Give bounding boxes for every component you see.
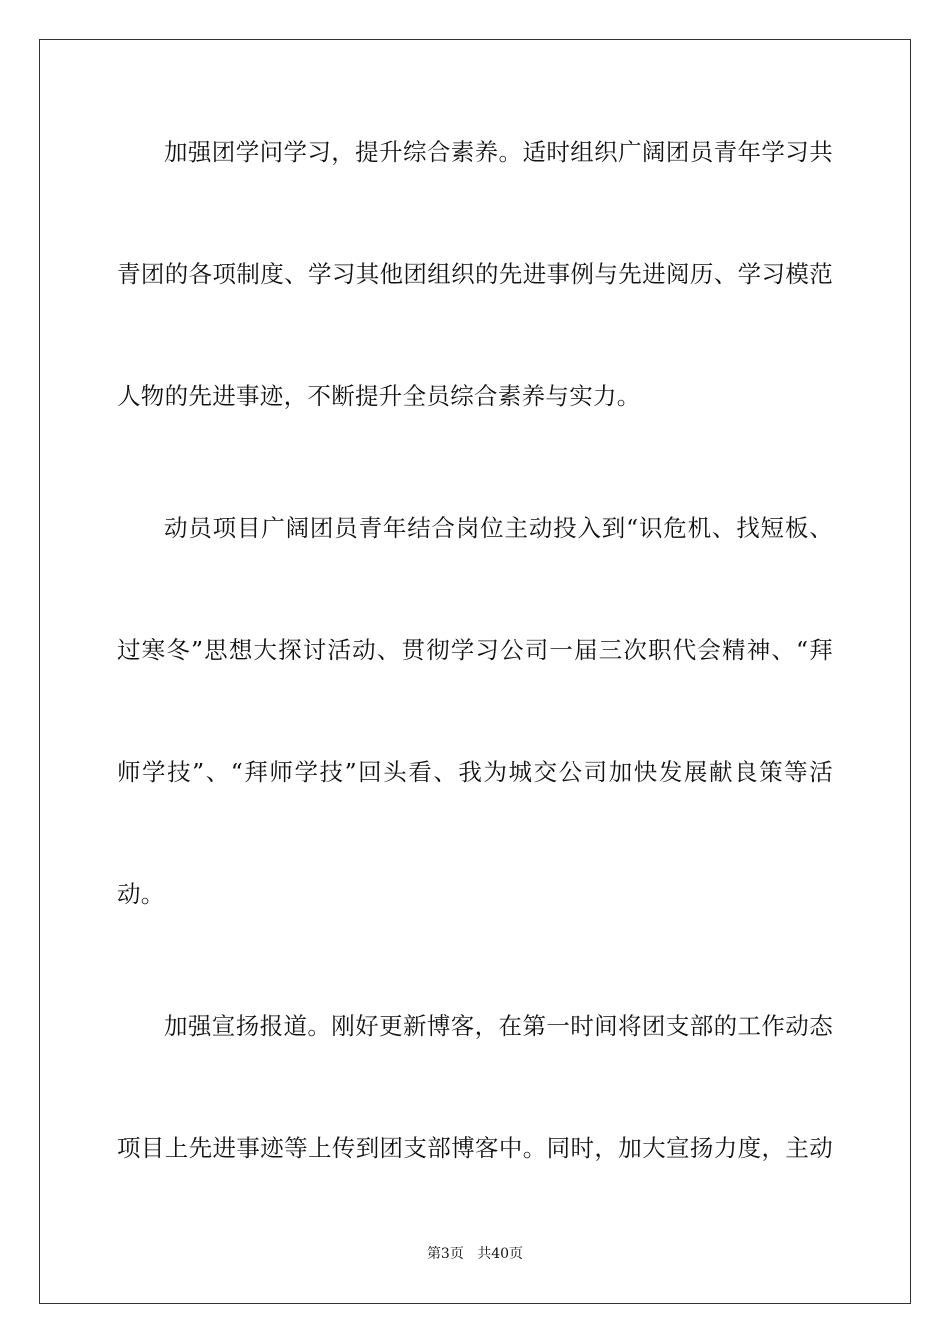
- text-line: 加强团学问学习，提升综合素养。适时组织广阔团员青年学习共: [164, 138, 833, 166]
- page-total: 共40页: [477, 1246, 524, 1262]
- text-line: 过寒冬”思想大探讨活动、贯彻学习公司一届三次职代会精神、“拜: [117, 636, 833, 664]
- text-line: 动。: [117, 880, 165, 908]
- text-line: 青团的各项制度、学习其他团组织的先进事例与先进阅历、学习模范: [117, 260, 833, 288]
- page-footer: [0, 1245, 950, 1263]
- text-line: 加强宣扬报道。刚好更新博客，在第一时间将团支部的工作动态: [164, 1012, 833, 1040]
- text-line: 项目上先进事迹等上传到团支部博客中。同时，加大宣扬力度，主动: [117, 1134, 833, 1162]
- page-number: 第3页: [426, 1246, 464, 1262]
- text-line: 人物的先进事迹，不断提升全员综合素养与实力。: [117, 382, 641, 410]
- text-line: 师学技”、“拜师学技”回头看、我为城交公司加快发展献良策等活: [117, 758, 833, 786]
- page-border: [39, 39, 911, 1304]
- text-line: 动员项目广阔团员青年结合岗位主动投入到“识危机、找短板、: [164, 514, 833, 542]
